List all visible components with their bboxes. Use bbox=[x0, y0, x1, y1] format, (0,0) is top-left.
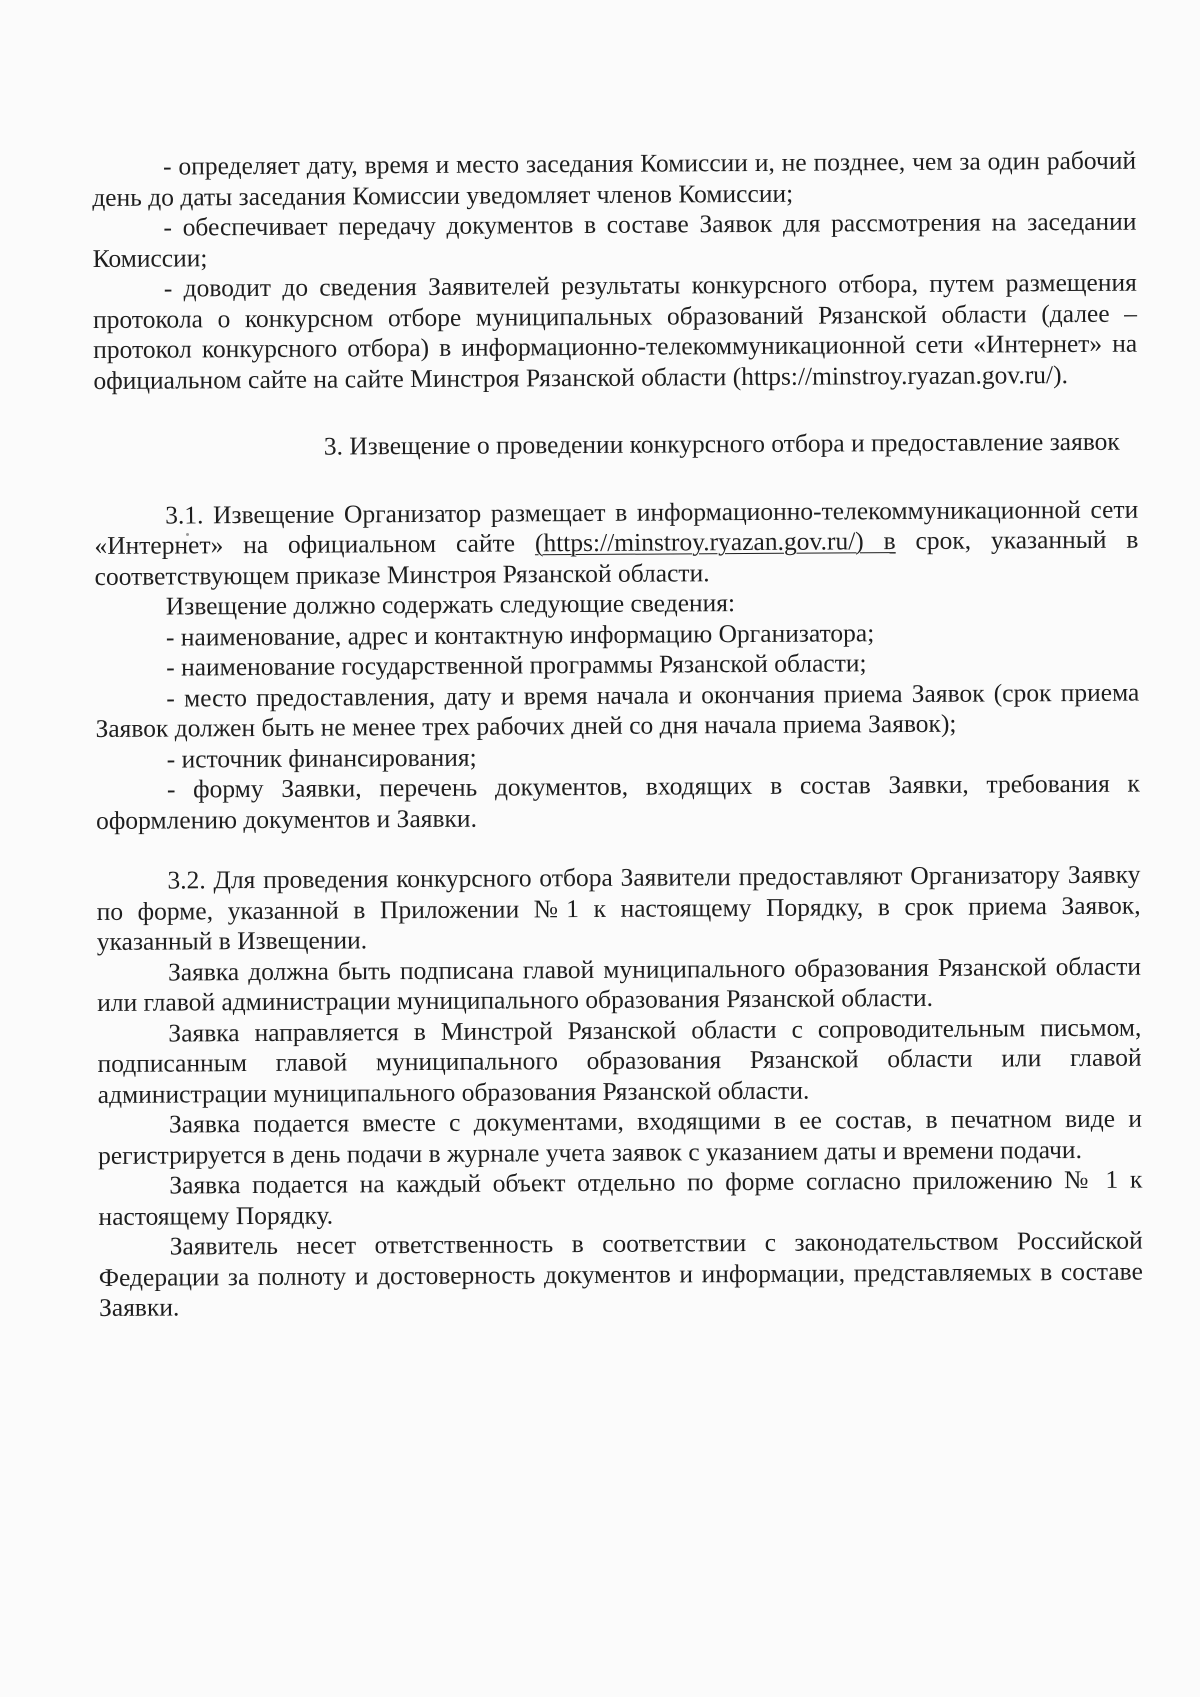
notice-contents-intro: Извещение должно содержать следующие сведения: bbox=[165, 588, 736, 621]
paragraph-3-1 bbox=[94, 494, 1139, 592]
paragraph-inform-applicants: - доводит до сведения Заявителей результаты конкурсного отбора, путем размещения протокола о конкурсном отборе муниципальных образований Рязанской области (далее – протокол конкурсного отбора) в информационно-телекоммуникационной сети «Интернет» на официальном сайте на сайте Минстроя Рязанской области (https://minstroy.ryazan.gov.ru/). bbox=[92, 267, 1138, 395]
document-body bbox=[92, 146, 1143, 1324]
spacer bbox=[93, 390, 1137, 433]
application-sending: Заявка направляется в Минстрой Рязанской области с сопроводительным письмом, подписанным главой муниципального образования Рязанской области или главой администрации муниципального образования Рязанской области. bbox=[97, 1012, 1142, 1109]
paragraph-3-2: 3.2. Для проведения конкурсного отбора Заявители предоставляют Организатору Заявку по форме, указанной в Приложении №1 к настоящему Порядку, в срок приема Заявок, указанный в Извещении. bbox=[96, 859, 1141, 956]
paragraph-define-date: - определяет дату, время и место заседания Комиссии и, не позднее, чем за один рабочий день до даты заседания Комиссии уведомляет членов Комиссии; bbox=[92, 145, 1137, 212]
paragraph-3-1-start: 3.1. Извещение Организатор размещает в информационно-телекоммуникационной сети «Интернет» на официальном сайте bbox=[94, 494, 1139, 560]
application-per-object: Заявка подается на каждый объект отдельно по форме согласно приложению № 1 к настоящему Порядку. bbox=[98, 1164, 1143, 1231]
section-3-heading: 3. Извещение о проведении конкурсного отбора и предоставление заявок bbox=[323, 426, 1120, 461]
application-signature: Заявка должна быть подписана главой муниципального образования Рязанской области или главой администрации муниципального образования Рязанской области. bbox=[97, 951, 1142, 1017]
spacer bbox=[94, 457, 1138, 500]
notice-item-funding: - источник финансирования; bbox=[166, 742, 477, 774]
notice-item-place-date: - место предоставления, дату и время начала и окончания приема Заявок (срок приема Заявок должен быть не менее трех рабочих дней со дня начала приема Заявок); bbox=[95, 677, 1140, 743]
notice-item-organizer: - наименование, адрес и контактную информацию Организатора; bbox=[165, 617, 875, 652]
paragraph-3-1-end: срок, указанный в соответствующем приказе Минстроя Рязанской области. bbox=[94, 524, 1139, 591]
minstroy-website-link[interactable]: (https://minstroy.ryazan.gov.ru/) в bbox=[534, 526, 896, 558]
application-registration: Заявка подается вместе с документами, входящими в ее состав, в печатном виде и регистрируется в день подачи в журнале учета заявок с указанием даты и времени подачи. bbox=[98, 1103, 1143, 1170]
applicant-responsibility: Заявитель несет ответственность в соответствии с законодательством Российской Федерации за полноту и достоверность документов и информации, представляемых в составе Заявки. bbox=[98, 1225, 1143, 1322]
notice-item-form: - форму Заявки, перечень документов, входящих в состав Заявки, требования к оформлению документов и Заявки. bbox=[95, 768, 1140, 835]
paragraph-transfer-documents: - обеспечивает передачу документов в составе Заявок для рассмотрения на заседании Комиссии; bbox=[92, 206, 1137, 273]
notice-item-program: - наименование государственной программы Рязанской области; bbox=[166, 648, 867, 682]
